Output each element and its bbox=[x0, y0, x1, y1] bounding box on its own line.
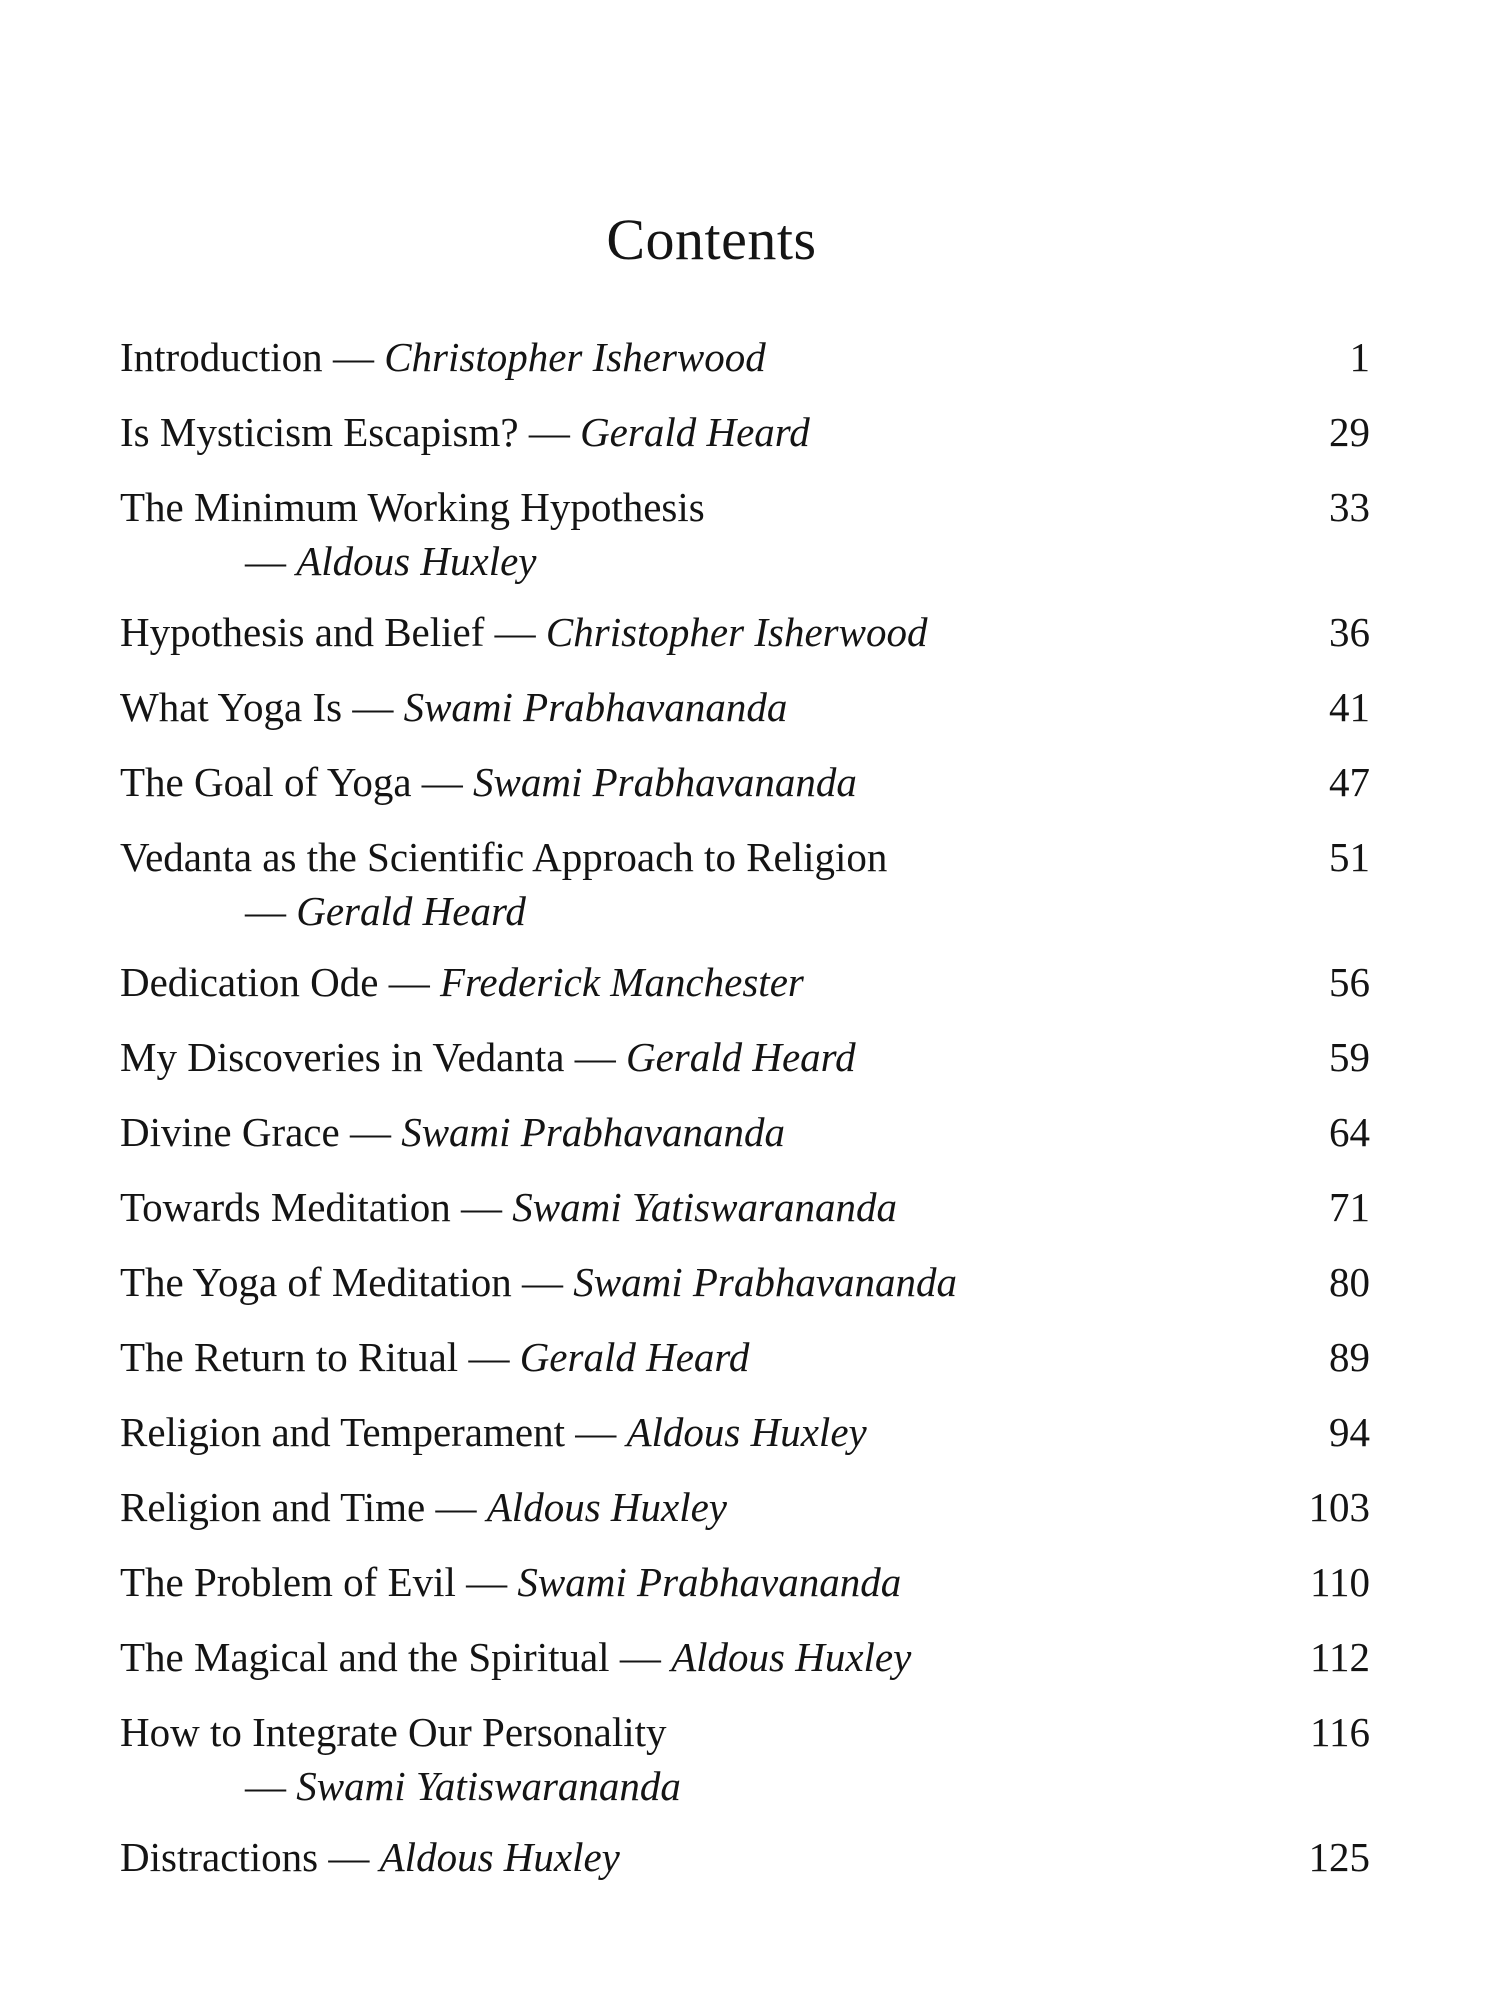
entry-page-number: 1 bbox=[1349, 334, 1370, 380]
entry-title: Religion and Temperament bbox=[120, 1409, 565, 1455]
entry-dash: — bbox=[332, 334, 385, 380]
toc-entry bbox=[120, 1405, 1370, 1460]
entry-author-line bbox=[120, 885, 1240, 937]
entry-page-number: 47 bbox=[1329, 759, 1370, 805]
entry-author: Aldous Huxley bbox=[486, 1484, 727, 1530]
entry-dash: — bbox=[619, 1634, 672, 1680]
entry-page-number: 41 bbox=[1329, 684, 1370, 730]
toc-entry bbox=[120, 830, 1370, 937]
entry-page-number: 89 bbox=[1329, 1334, 1370, 1380]
entry-page-number: 80 bbox=[1329, 1259, 1370, 1305]
entry-title: The Magical and the Spiritual bbox=[120, 1634, 610, 1680]
toc-entry bbox=[120, 405, 1370, 460]
toc-entry bbox=[120, 1630, 1370, 1685]
toc-entry bbox=[120, 755, 1370, 810]
entry-page-number: 36 bbox=[1329, 609, 1370, 655]
entry-dash: — bbox=[435, 1484, 487, 1530]
toc-entry bbox=[120, 1180, 1370, 1235]
toc-entry bbox=[120, 1705, 1370, 1812]
entry-title: Dedication Ode bbox=[120, 959, 379, 1005]
entry-author: Aldous Huxley bbox=[671, 1634, 912, 1680]
toc-entry bbox=[120, 605, 1370, 660]
entry-title: Is Mysticism Escapism? bbox=[120, 409, 519, 455]
entry-author: Swami Prabhavananda bbox=[401, 1109, 785, 1155]
entry-dash: — bbox=[466, 1559, 518, 1605]
entry-page-number: 110 bbox=[1310, 1559, 1370, 1605]
toc-entry bbox=[120, 680, 1370, 735]
entry-title: What Yoga Is bbox=[120, 684, 343, 730]
entry-title: How to Integrate Our Personality bbox=[120, 1709, 667, 1755]
entry-page-number: 103 bbox=[1308, 1484, 1370, 1530]
entry-author: Gerald Heard bbox=[625, 1034, 856, 1080]
entry-dash: — bbox=[349, 1109, 402, 1155]
entry-author: Christopher Isherwood bbox=[384, 334, 766, 380]
entry-dash: — bbox=[245, 1763, 297, 1809]
table-of-contents bbox=[120, 330, 1370, 1905]
entry-author: Swami Yatiswarananda bbox=[512, 1184, 897, 1230]
entry-dash: — bbox=[528, 409, 581, 455]
entry-author-line bbox=[120, 1760, 1240, 1812]
entry-dash: — bbox=[388, 959, 440, 1005]
entry-author: Swami Prabhavananda bbox=[473, 759, 857, 805]
entry-dash: — bbox=[468, 1334, 520, 1380]
entry-dash: — bbox=[574, 1034, 626, 1080]
entry-author: Swami Prabhavananda bbox=[517, 1559, 902, 1605]
entry-title: Hypothesis and Belief bbox=[120, 609, 485, 655]
entry-title: Introduction bbox=[120, 334, 323, 380]
toc-entry bbox=[120, 1830, 1370, 1885]
entry-author: Swami Prabhavananda bbox=[573, 1259, 958, 1305]
entry-page-number: 29 bbox=[1329, 409, 1370, 455]
toc-entry bbox=[120, 1030, 1370, 1085]
toc-entry bbox=[120, 480, 1370, 587]
entry-title: Distractions bbox=[120, 1834, 319, 1880]
entry-title: My Discoveries in Vedanta bbox=[120, 1034, 565, 1080]
toc-entry bbox=[120, 1480, 1370, 1535]
entry-dash: — bbox=[245, 538, 297, 584]
entry-dash: — bbox=[352, 684, 404, 730]
entry-author: Aldous Huxley bbox=[626, 1409, 867, 1455]
entry-dash: — bbox=[421, 759, 474, 805]
entry-title: The Goal of Yoga bbox=[120, 759, 412, 805]
entry-dash: — bbox=[328, 1834, 380, 1880]
entry-dash: — bbox=[461, 1184, 513, 1230]
entry-page-number: 71 bbox=[1329, 1184, 1370, 1230]
entry-page-number: 94 bbox=[1329, 1409, 1370, 1455]
entry-page-number: 56 bbox=[1329, 959, 1370, 1005]
entry-title: The Problem of Evil bbox=[120, 1559, 456, 1605]
entry-page-number: 64 bbox=[1329, 1109, 1370, 1155]
entry-author: Swami Yatiswarananda bbox=[296, 1763, 681, 1809]
entry-author: Gerald Heard bbox=[296, 888, 526, 934]
entry-page-number: 59 bbox=[1329, 1034, 1370, 1080]
entry-title: Vedanta as the Scientific Approach to Religion bbox=[120, 834, 888, 880]
entry-author: Gerald Heard bbox=[519, 1334, 750, 1380]
toc-entry bbox=[120, 1555, 1370, 1610]
entry-author: Swami Prabhavananda bbox=[403, 684, 788, 730]
entry-author: Gerald Heard bbox=[580, 409, 810, 455]
toc-entry bbox=[120, 955, 1370, 1010]
entry-page-number: 112 bbox=[1310, 1634, 1370, 1680]
toc-entry bbox=[120, 1105, 1370, 1160]
entry-author-line bbox=[120, 535, 1240, 587]
entry-title: The Yoga of Meditation bbox=[120, 1259, 512, 1305]
entry-page-number: 125 bbox=[1308, 1834, 1370, 1880]
toc-entry bbox=[120, 330, 1370, 385]
entry-author: Aldous Huxley bbox=[379, 1834, 620, 1880]
entry-page-number: 51 bbox=[1329, 834, 1370, 880]
entry-page-number: 33 bbox=[1329, 484, 1370, 530]
entry-dash: — bbox=[245, 888, 297, 934]
entry-title: Divine Grace bbox=[120, 1109, 340, 1155]
entry-author: Frederick Manchester bbox=[439, 959, 804, 1005]
entry-dash: — bbox=[575, 1409, 627, 1455]
entry-page-number: 116 bbox=[1310, 1709, 1370, 1755]
page-title: Contents bbox=[606, 207, 817, 272]
entry-author: Aldous Huxley bbox=[296, 538, 537, 584]
entry-author: Christopher Isherwood bbox=[545, 609, 928, 655]
entry-title: The Return to Ritual bbox=[120, 1334, 459, 1380]
entry-dash: — bbox=[522, 1259, 574, 1305]
toc-entry bbox=[120, 1255, 1370, 1310]
toc-entry bbox=[120, 1330, 1370, 1385]
entry-title: Religion and Time bbox=[120, 1484, 426, 1530]
entry-title: Towards Meditation bbox=[120, 1184, 451, 1230]
entry-dash: — bbox=[494, 609, 546, 655]
entry-title: The Minimum Working Hypothesis bbox=[120, 484, 705, 530]
